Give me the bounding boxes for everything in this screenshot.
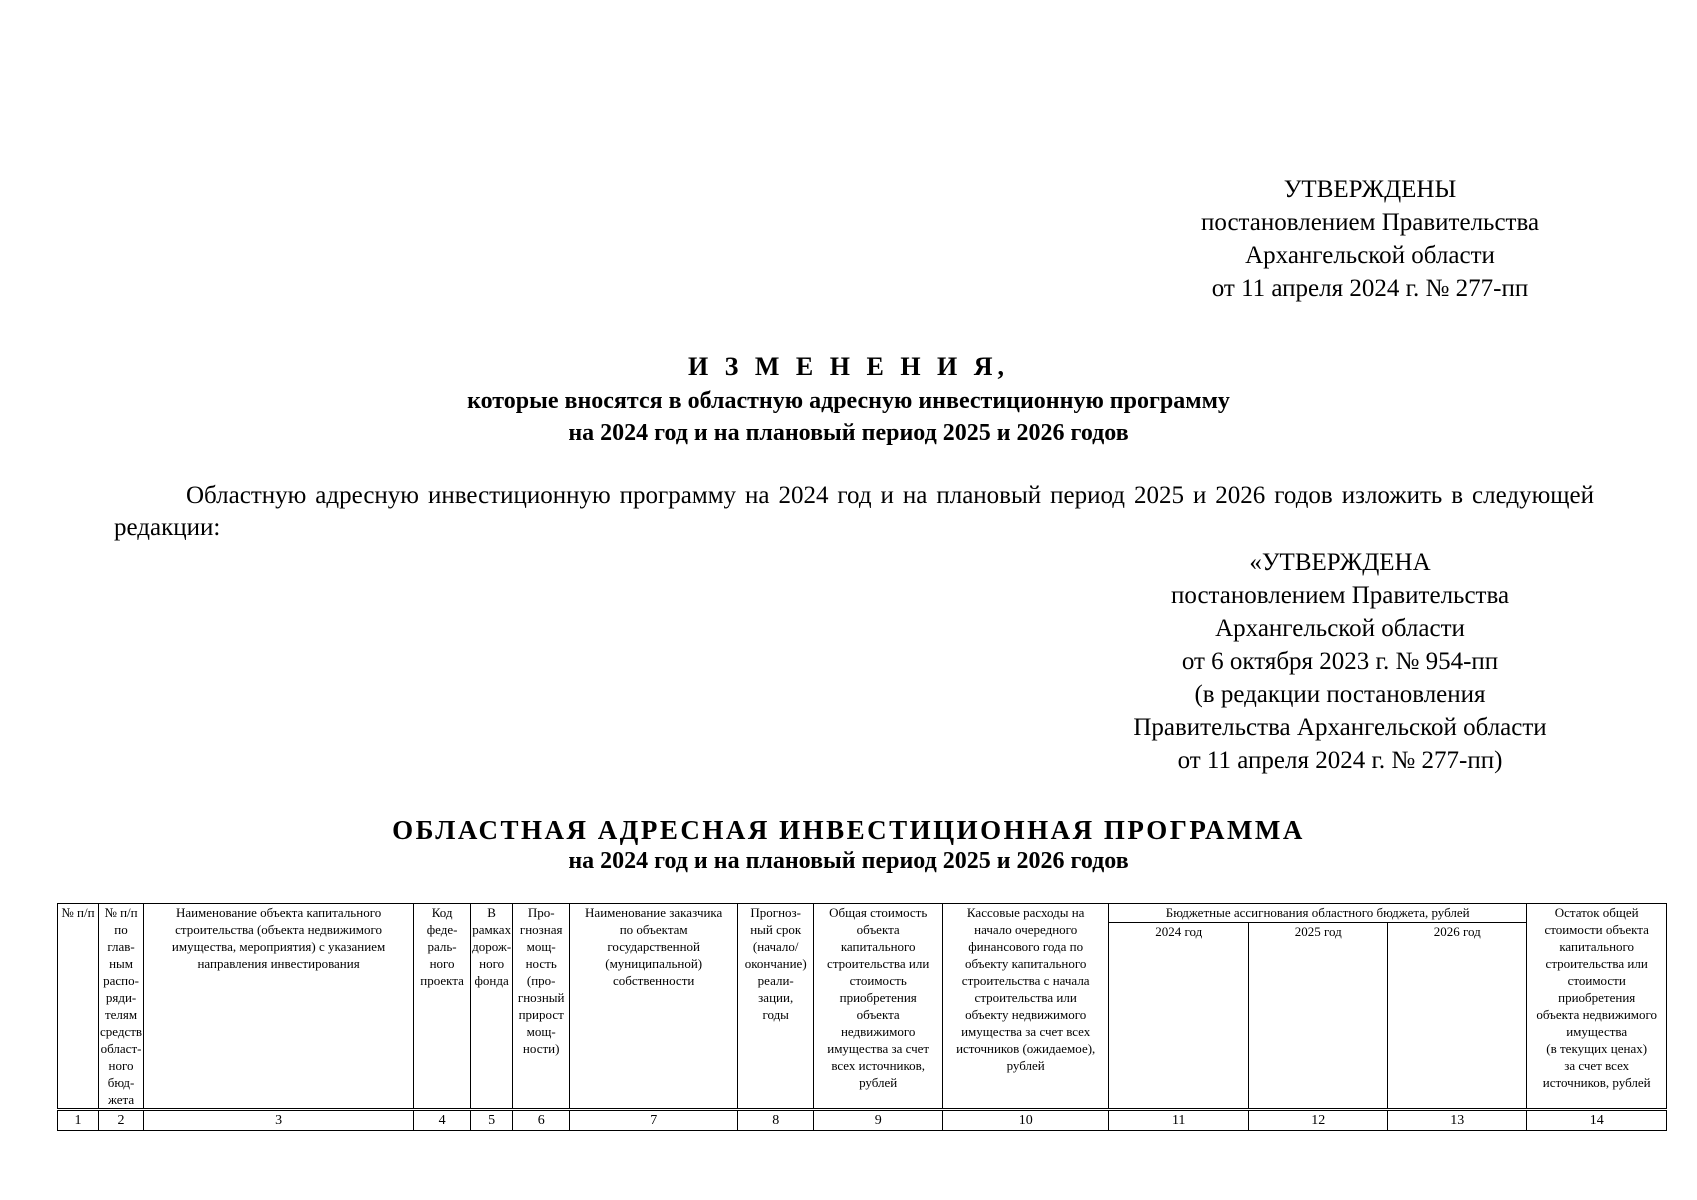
column-number: 4 [414,1110,471,1131]
header-row [58,904,1667,923]
column-number: 5 [471,1110,513,1131]
column-number: 7 [570,1110,738,1131]
intro-paragraph: Областную адресную инвестиционную программу на 2024 год и на плановый период 2025 и 2026 годов изложить в следующей редакции: [114,482,1594,541]
column-number: 3 [144,1110,414,1131]
approval-line: постановлением Правительства [1170,582,1510,609]
header-year-2024: 2024 год [1109,923,1249,1110]
approval-stamp-second [1080,546,1600,777]
header-budget-group: Бюджетные ассигнования областного бюджета, рублей [1109,904,1527,923]
changes-title: И З М Е Н Е Н И Я, [687,352,1010,381]
approval-line: от 11 апреля 2024 г. № 277-пп) [1177,747,1503,774]
header-col-8: Прогноз- ный срок (начало/ окончание) реали- зации, годы [738,904,814,1110]
approval-line: постановлением Правительства [1200,209,1540,236]
program-subtitle: на 2024 год и на плановый период 2025 и 2026 годов [568,848,1129,874]
changes-subtitle-line1: которые вносятся в областную адресную инвестиционную программу [467,388,1230,414]
approval-stamp-top [1150,173,1590,305]
column-number: 13 [1388,1110,1527,1131]
header-year-2025: 2025 год [1249,923,1388,1110]
header-col-1: № п/п [58,904,99,1110]
header-col-3: Наименование объекта капитального строительства (объекта недвижимого имущества, мероприятия) с указанием направления инвестирования [144,904,414,1110]
approval-line: Правительства Архангельской области [1133,714,1547,741]
column-number: 8 [738,1110,814,1131]
header-col-7: Наименование заказчика по объектам государственной (муниципальной) собственности [570,904,738,1110]
approval-line: «УТВЕРЖДЕНА [1249,549,1431,576]
header-year-2026: 2026 год [1388,923,1527,1110]
approval-line: от 6 октября 2023 г. № 954-пп [1181,648,1499,675]
column-number: 10 [943,1110,1109,1131]
column-number: 2 [99,1110,144,1131]
header-col-6: Про- гнозная мощ- ность (про- гнозный прирост мощ- ности) [513,904,570,1110]
approval-line: Архангельской области [1215,615,1465,642]
approval-line: Архангельской области [1245,242,1495,269]
header-col-14: Остаток общей стоимости объекта капитального строительства или стоимости приобретения объекта недвижимого имущества (в текущих ценах) за счет всех источников, рублей [1527,904,1667,1110]
program-table [57,903,1667,1131]
approval-line: (в редакции постановления [1194,681,1486,708]
header-col-2: № п/п по глав- ным распо- ряди- телям средств област- ного бюд- жета [99,904,144,1110]
column-number: 6 [513,1110,570,1131]
program-title: ОБЛАСТНАЯ АДРЕСНАЯ ИНВЕСТИЦИОННАЯ ПРОГРАММА [392,815,1305,845]
header-col-4: Код феде- раль- ного проекта [414,904,471,1110]
column-number: 12 [1249,1110,1388,1131]
column-number: 11 [1109,1110,1249,1131]
column-numbers-row [58,1110,1667,1131]
approval-line: УТВЕРЖДЕНЫ [1283,176,1457,203]
header-col-9: Общая стоимость объекта капитального строительства или стоимость приобретения объекта недвижимого имущества за счет всех источников, рублей [814,904,943,1110]
changes-subtitle-line2: на 2024 год и на плановый период 2025 и 2026 годов [568,420,1129,446]
header-col-10: Кассовые расходы на начало очередного финансового года по объекту капитального строительства с начала строительства или объекту недвижимого имущества за счет всех источников (ожидаемое), рублей [943,904,1109,1110]
column-number: 14 [1527,1110,1667,1131]
approval-line: от 11 апреля 2024 г. № 277-пп [1211,275,1529,302]
header-col-5: В рамках дорож- ного фонда [471,904,513,1110]
column-number: 1 [58,1110,99,1131]
column-number: 9 [814,1110,943,1131]
